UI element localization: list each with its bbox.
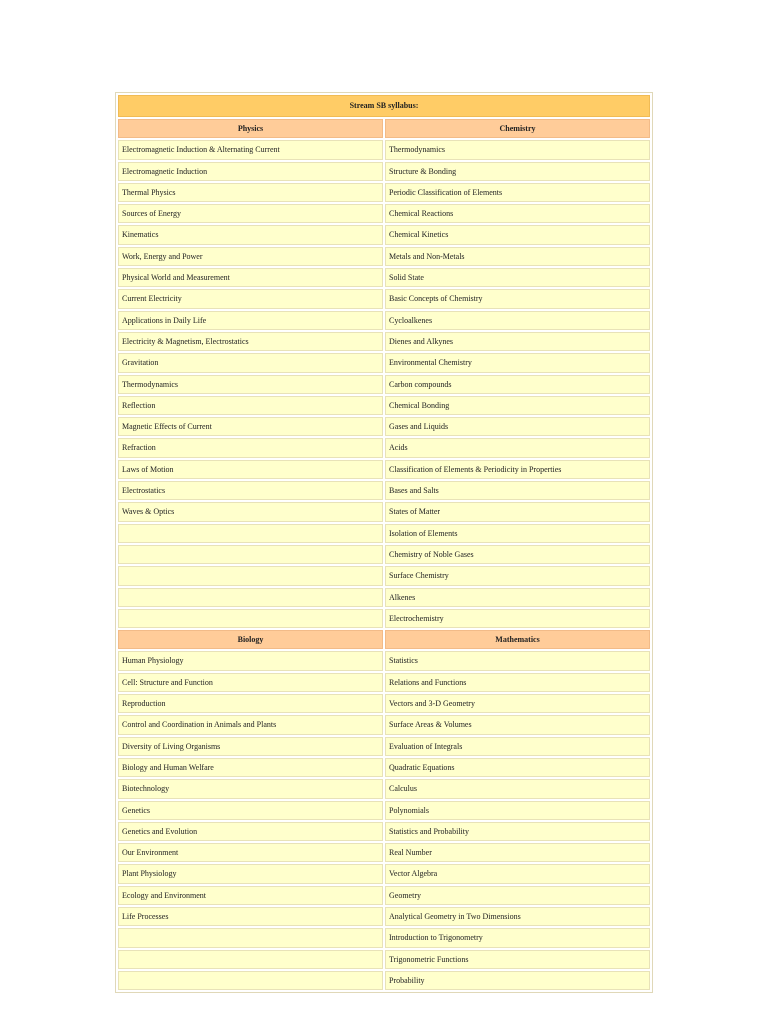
table-row [118,247,650,266]
right-subject-cell: Gases and Liquids [385,417,650,436]
right-subject-cell: Trigonometric Functions [385,950,650,969]
left-subject-cell [118,588,383,607]
left-subject-cell: Reproduction [118,694,383,713]
right-subject-cell: Dienes and Alkynes [385,332,650,351]
table-row [118,609,650,628]
right-subject-cell: Alkenes [385,588,650,607]
section-header-left: Physics [118,119,383,138]
right-subject-cell: Evaluation of Integrals [385,737,650,756]
right-subject-cell: Cycloalkenes [385,311,650,330]
left-subject-cell: Waves & Optics [118,502,383,521]
left-subject-cell: Human Physiology [118,651,383,670]
right-subject-cell: Chemistry of Noble Gases [385,545,650,564]
right-subject-cell: Polynomials [385,801,650,820]
table-row [118,332,650,351]
table-row [118,460,650,479]
section-header-right: Mathematics [385,630,650,649]
right-subject-cell: Analytical Geometry in Two Dimensions [385,907,650,926]
table-row [118,268,650,287]
left-subject-cell: Biology and Human Welfare [118,758,383,777]
table-row [118,289,650,308]
left-subject-cell: Electromagnetic Induction & Alternating Current [118,140,383,159]
left-subject-cell [118,524,383,543]
table-row [118,758,650,777]
left-subject-cell: Biotechnology [118,779,383,798]
section-header-row [118,630,650,649]
left-subject-cell [118,609,383,628]
left-subject-cell: Gravitation [118,353,383,372]
right-subject-cell: Acids [385,438,650,457]
table-row [118,417,650,436]
left-subject-cell: Current Electricity [118,289,383,308]
table-row [118,886,650,905]
right-subject-cell: Electrochemistry [385,609,650,628]
table-row [118,183,650,202]
left-subject-cell: Reflection [118,396,383,415]
syllabus-table [115,92,653,993]
left-subject-cell: Ecology and Environment [118,886,383,905]
table-row [118,438,650,457]
right-subject-cell: Surface Areas & Volumes [385,715,650,734]
right-subject-cell: Probability [385,971,650,990]
table-row [118,715,650,734]
left-subject-cell [118,928,383,947]
table-row [118,928,650,947]
table-row [118,524,650,543]
right-subject-cell: Structure & Bonding [385,162,650,181]
left-subject-cell: Plant Physiology [118,864,383,883]
left-subject-cell [118,950,383,969]
left-subject-cell: Sources of Energy [118,204,383,223]
right-subject-cell: Periodic Classification of Elements [385,183,650,202]
right-subject-cell: Chemical Reactions [385,204,650,223]
left-subject-cell: Genetics [118,801,383,820]
table-row [118,311,650,330]
left-subject-cell: Thermodynamics [118,375,383,394]
right-subject-cell: Carbon compounds [385,375,650,394]
left-subject-cell: Work, Energy and Power [118,247,383,266]
left-subject-cell: Kinematics [118,225,383,244]
right-subject-cell: Isolation of Elements [385,524,650,543]
right-subject-cell: Relations and Functions [385,673,650,692]
right-subject-cell: Basic Concepts of Chemistry [385,289,650,308]
table-row [118,225,650,244]
right-subject-cell: States of Matter [385,502,650,521]
right-subject-cell: Quadratic Equations [385,758,650,777]
right-subject-cell: Bases and Salts [385,481,650,500]
right-subject-cell: Calculus [385,779,650,798]
left-subject-cell: Electrostatics [118,481,383,500]
table-row [118,907,650,926]
left-subject-cell: Genetics and Evolution [118,822,383,841]
table-row [118,673,650,692]
left-subject-cell: Electricity & Magnetism, Electrostatics [118,332,383,351]
left-subject-cell: Life Processes [118,907,383,926]
left-subject-cell: Thermal Physics [118,183,383,202]
table-row [118,950,650,969]
table-row [118,204,650,223]
left-subject-cell: Refraction [118,438,383,457]
right-subject-cell: Environmental Chemistry [385,353,650,372]
table-row [118,843,650,862]
table-row [118,162,650,181]
table-row [118,694,650,713]
right-subject-cell: Real Number [385,843,650,862]
left-subject-cell: Physical World and Measurement [118,268,383,287]
table-row [118,566,650,585]
left-subject-cell: Laws of Motion [118,460,383,479]
table-row [118,545,650,564]
title-row [118,95,650,117]
table-row [118,502,650,521]
right-subject-cell: Vectors and 3-D Geometry [385,694,650,713]
left-subject-cell: Magnetic Effects of Current [118,417,383,436]
left-subject-cell [118,566,383,585]
right-subject-cell: Thermodynamics [385,140,650,159]
table-row [118,396,650,415]
left-subject-cell: Cell: Structure and Function [118,673,383,692]
syllabus-table-body [118,95,650,990]
table-row [118,651,650,670]
left-subject-cell: Our Environment [118,843,383,862]
table-row [118,864,650,883]
table-row [118,737,650,756]
right-subject-cell: Chemical Bonding [385,396,650,415]
left-subject-cell: Applications in Daily Life [118,311,383,330]
left-subject-cell: Control and Coordination in Animals and Plants [118,715,383,734]
table-row [118,588,650,607]
table-row [118,801,650,820]
right-subject-cell: Statistics and Probability [385,822,650,841]
right-subject-cell: Chemical Kinetics [385,225,650,244]
table-row [118,353,650,372]
right-subject-cell: Solid State [385,268,650,287]
right-subject-cell: Vector Algebra [385,864,650,883]
left-subject-cell: Diversity of Living Organisms [118,737,383,756]
table-row [118,971,650,990]
right-subject-cell: Surface Chemistry [385,566,650,585]
section-header-row [118,119,650,138]
right-subject-cell: Metals and Non-Metals [385,247,650,266]
table-row [118,375,650,394]
table-row [118,481,650,500]
left-subject-cell [118,545,383,564]
right-subject-cell: Introduction to Trigonometry [385,928,650,947]
right-subject-cell: Statistics [385,651,650,670]
left-subject-cell [118,971,383,990]
table-title: Stream SB syllabus: [118,95,650,117]
section-header-left: Biology [118,630,383,649]
section-header-right: Chemistry [385,119,650,138]
right-subject-cell: Classification of Elements & Periodicity in Properties [385,460,650,479]
right-subject-cell: Geometry [385,886,650,905]
table-row [118,140,650,159]
table-row [118,822,650,841]
table-row [118,779,650,798]
left-subject-cell: Electromagnetic Induction [118,162,383,181]
